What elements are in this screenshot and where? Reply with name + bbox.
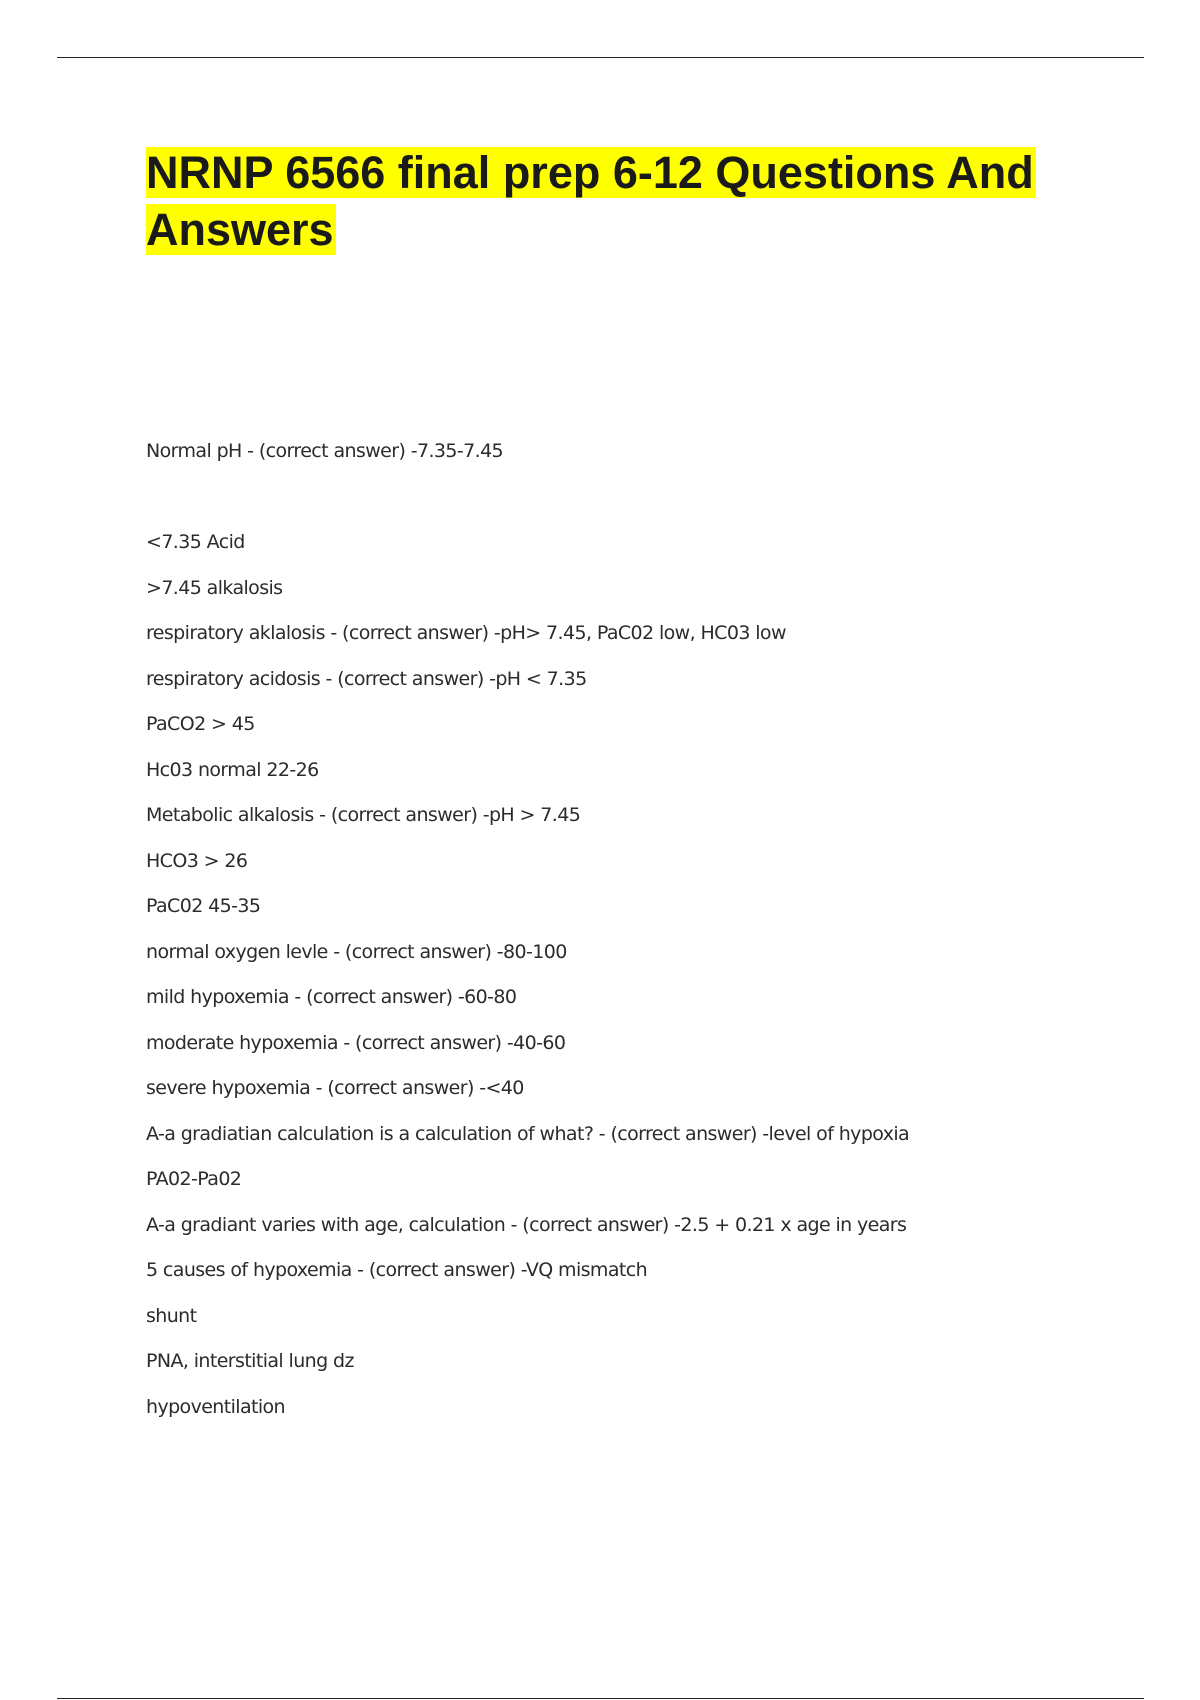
body-line: normal oxygen levle - (correct answer) -80-100: [146, 941, 567, 963]
body-line: hypoventilation: [146, 1396, 285, 1418]
body-line: respiratory aklalosis - (correct answer) -pH> 7.45, PaC02 low, HC03 low: [146, 622, 786, 644]
body-line: PA02-Pa02: [146, 1168, 242, 1190]
body-line: PaC02 45-35: [146, 895, 261, 917]
body-line: >7.45 alkalosis: [146, 577, 283, 599]
body-line: Normal pH - (correct answer) -7.35-7.45: [146, 440, 504, 462]
footer-rule: [57, 1698, 1144, 1699]
document-title-text: NRNP 6566 final prep 6-12 Questions And Answers: [146, 147, 1034, 255]
body-line: moderate hypoxemia - (correct answer) -40-60: [146, 1032, 566, 1054]
body-line: respiratory acidosis - (correct answer) -pH < 7.35: [146, 668, 587, 690]
body-line: severe hypoxemia - (correct answer) -<40: [146, 1077, 524, 1099]
body-line: HCO3 > 26: [146, 850, 248, 872]
body-line: A-a gradiant varies with age, calculation - (correct answer) -2.5 + 0.21 x age in years: [146, 1214, 907, 1236]
body-line: shunt: [146, 1305, 197, 1327]
body-line: PNA, interstitial lung dz: [146, 1350, 354, 1372]
document-title: [146, 144, 1046, 258]
body-line: <7.35 Acid: [146, 531, 245, 553]
body-line: Metabolic alkalosis - (correct answer) -pH > 7.45: [146, 804, 581, 826]
body-line: 5 causes of hypoxemia - (correct answer) -VQ mismatch: [146, 1259, 648, 1281]
body-line: Hc03 normal 22-26: [146, 759, 319, 781]
body-line: mild hypoxemia - (correct answer) -60-80: [146, 986, 517, 1008]
body-line: PaCO2 > 45: [146, 713, 255, 735]
header-rule: [57, 57, 1144, 58]
body-line: A-a gradiatian calculation is a calculation of what? - (correct answer) -level of hypoxia: [146, 1123, 910, 1145]
